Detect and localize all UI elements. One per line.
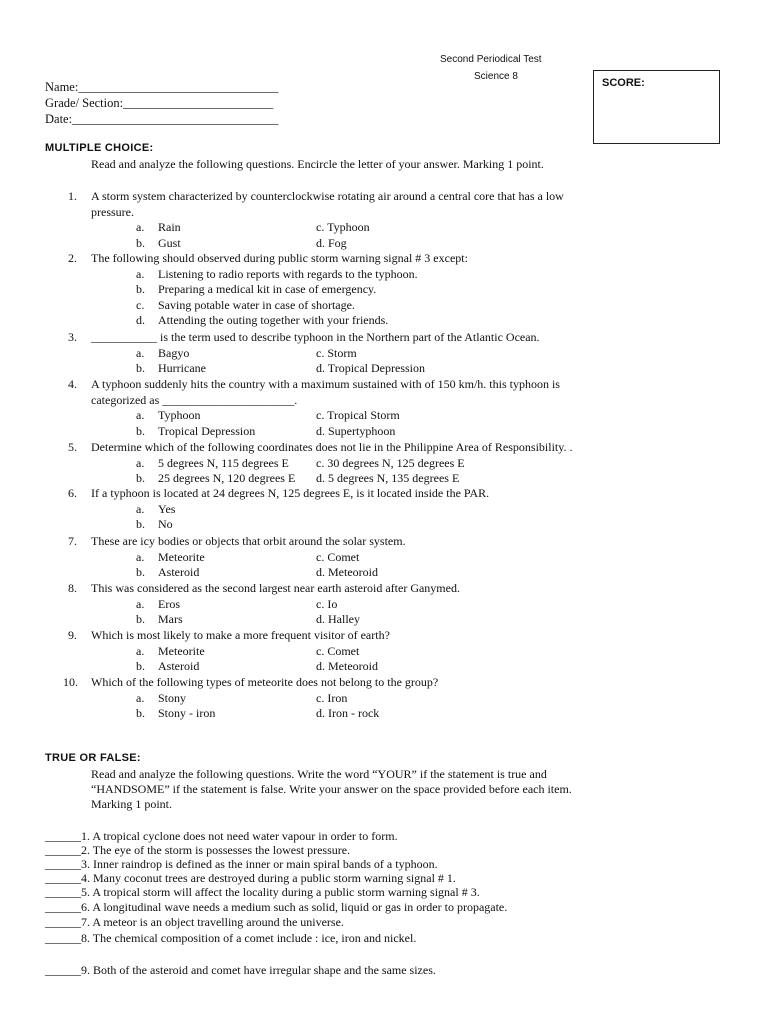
choice-text: d. Iron - rock <box>316 706 380 721</box>
question-number: 5. <box>68 440 77 454</box>
tf-item-7: ______7. A meteor is an object travelling around the universe. <box>45 915 344 929</box>
choice-text: c. Comet <box>316 549 360 564</box>
choice-text: Bagyo <box>158 345 190 360</box>
question-number: 6. <box>68 486 77 500</box>
choice-text: d. Meteoroid <box>316 659 378 674</box>
question-number: 1. <box>68 189 77 203</box>
question-text: A typhoon suddenly hits the country with a maximum sustained with of 150 km/h. this typhoon is <box>91 377 560 391</box>
date-field: Date:_________________________________ <box>45 112 279 126</box>
question-text: categorized as ______________________. <box>91 392 298 407</box>
choice-text: Stony <box>158 690 187 705</box>
choice-text: d. 5 degrees N, 135 degrees E <box>316 471 460 486</box>
question-text: These are icy bodies or objects that orbit around the solar system. <box>91 534 406 548</box>
grade-section-field: Grade/ Section:________________________ <box>45 96 274 110</box>
choice-text: Asteroid <box>158 565 200 580</box>
choice-text: c. Comet <box>316 643 360 658</box>
choice-letter: b. <box>136 659 145 674</box>
question-text: A storm system characterized by counterclockwise rotating air around a central core that has a low <box>91 189 564 203</box>
tf-item-2: ______2. The eye of the storm is possesses the lowest pressure. <box>45 843 351 857</box>
score-label: SCORE: <box>602 77 645 89</box>
multiple-choice-heading: MULTIPLE CHOICE: <box>45 142 154 154</box>
choice-letter: a. <box>136 690 145 705</box>
tf-item-5: ______5. A tropical storm will affect the locality during a public storm warning signal # 3. <box>45 885 480 899</box>
choice-text: 25 degrees N, 120 degrees E <box>158 471 296 486</box>
choice-text: d. Meteoroid <box>316 565 378 580</box>
option-letter: a. <box>136 501 145 516</box>
question-number: 4. <box>68 377 77 391</box>
choice-letter: a. <box>136 408 145 423</box>
option-letter: d. <box>136 313 145 328</box>
question-text: The following should observed during public storm warning signal # 3 except: <box>91 251 468 265</box>
question-text: If a typhoon is located at 24 degrees N, 125 degrees E, is it located inside the PAR. <box>91 486 490 500</box>
choice-letter: a. <box>136 455 145 470</box>
tf-item-8: ______8. The chemical composition of a comet include : ice, iron and nickel. <box>45 931 417 945</box>
question-text: pressure. <box>91 204 134 219</box>
question-number: 9. <box>68 628 77 642</box>
option-letter: a. <box>136 266 145 281</box>
multiple-choice-instruction: Read and analyze the following questions. Encircle the letter of your answer. Marking 1 point. <box>91 157 544 171</box>
choice-letter: a. <box>136 643 145 658</box>
name-field: Name:________________________________ <box>45 80 279 94</box>
choice-text: c. Io <box>316 596 338 611</box>
score-box <box>593 70 720 144</box>
question-text: This was considered as the second largest near earth asteroid after Ganymed. <box>91 581 460 595</box>
option-text: Saving potable water in case of shortage. <box>158 297 355 312</box>
test-title: Second Periodical Test <box>440 54 542 65</box>
choice-letter: b. <box>136 235 145 250</box>
choice-letter: b. <box>136 361 145 376</box>
choice-letter: b. <box>136 423 145 438</box>
choice-letter: b. <box>136 471 145 486</box>
option-text: No <box>158 517 173 532</box>
option-text: Preparing a medical kit in case of emergency. <box>158 282 377 297</box>
choice-letter: b. <box>136 565 145 580</box>
question-text: Which is most likely to make a more frequent visitor of earth? <box>91 628 390 642</box>
choice-text: Typhoon <box>158 408 201 423</box>
choice-text: Stony - iron <box>158 706 216 721</box>
question-number: 8. <box>68 581 77 595</box>
choice-text: 5 degrees N, 115 degrees E <box>158 455 289 470</box>
choice-text: c. Storm <box>316 345 357 360</box>
choice-letter: a. <box>136 549 145 564</box>
choice-text: d. Tropical Depression <box>316 361 425 376</box>
tf-item-3: ______3. Inner raindrop is defined as the inner or main spiral bands of a typhoon. <box>45 857 438 871</box>
tf-item-1: ______1. A tropical cyclone does not need water vapour in order to form. <box>45 829 398 843</box>
question-number: 2. <box>68 251 77 265</box>
option-letter: c. <box>136 297 145 312</box>
tf-item-6: ______6. A longitudinal wave needs a medium such as solid, liquid or gas in order to propagate. <box>45 900 508 914</box>
question-text: Determine which of the following coordinates does not lie in the Philippine Area of Responsibility. . <box>91 440 573 454</box>
choice-text: d. Fog <box>316 235 347 250</box>
true-false-instruction-1: Read and analyze the following questions. Write the word “YOUR” if the statement is true and <box>91 767 547 781</box>
choice-text: c. Iron <box>316 690 348 705</box>
option-text: Attending the outing together with your friends. <box>158 313 389 328</box>
choice-text: Eros <box>158 596 180 611</box>
tf-item-4: ______4. Many coconut trees are destroyed during a public storm warning signal # 1. <box>45 871 456 885</box>
choice-text: d. Supertyphoon <box>316 423 396 438</box>
choice-text: c. Tropical Storm <box>316 408 400 423</box>
option-text: Listening to radio reports with regards to the typhoon. <box>158 266 418 281</box>
option-letter: b. <box>136 282 145 297</box>
choice-text: Meteorite <box>158 549 205 564</box>
choice-letter: b. <box>136 706 145 721</box>
option-text: Yes <box>158 501 176 516</box>
choice-text: Rain <box>158 220 181 235</box>
choice-letter: a. <box>136 596 145 611</box>
choice-text: c. 30 degrees N, 125 degrees E <box>316 455 465 470</box>
choice-text: Gust <box>158 235 181 250</box>
question-text: Which of the following types of meteorite does not belong to the group? <box>91 675 439 689</box>
choice-text: Hurricane <box>158 361 206 376</box>
choice-text: Meteorite <box>158 643 205 658</box>
choice-letter: b. <box>136 612 145 627</box>
choice-text: Asteroid <box>158 659 200 674</box>
choice-text: Mars <box>158 612 183 627</box>
question-number: 7. <box>68 534 77 548</box>
true-false-instruction-3: Marking 1 point. <box>91 797 172 811</box>
question-number: 10. <box>63 675 78 689</box>
choice-letter: a. <box>136 220 145 235</box>
question-number: 3. <box>68 330 77 344</box>
subject-title: Science 8 <box>474 71 518 82</box>
true-false-instruction-2: “HANDSOME” if the statement is false. Write your answer on the space provided before each item. <box>91 782 572 796</box>
choice-text: c. Typhoon <box>316 220 370 235</box>
choice-text: d. Halley <box>316 612 360 627</box>
tf-item-9: ______9. Both of the asteroid and comet have irregular shape and the same sizes. <box>45 963 436 977</box>
choice-letter: a. <box>136 345 145 360</box>
true-false-heading: TRUE OR FALSE: <box>45 752 141 764</box>
question-text: ___________ is the term used to describe typhoon in the Northern part of the Atlantic Ocean. <box>91 330 540 344</box>
choice-text: Tropical Depression <box>158 423 256 438</box>
option-letter: b. <box>136 517 145 532</box>
